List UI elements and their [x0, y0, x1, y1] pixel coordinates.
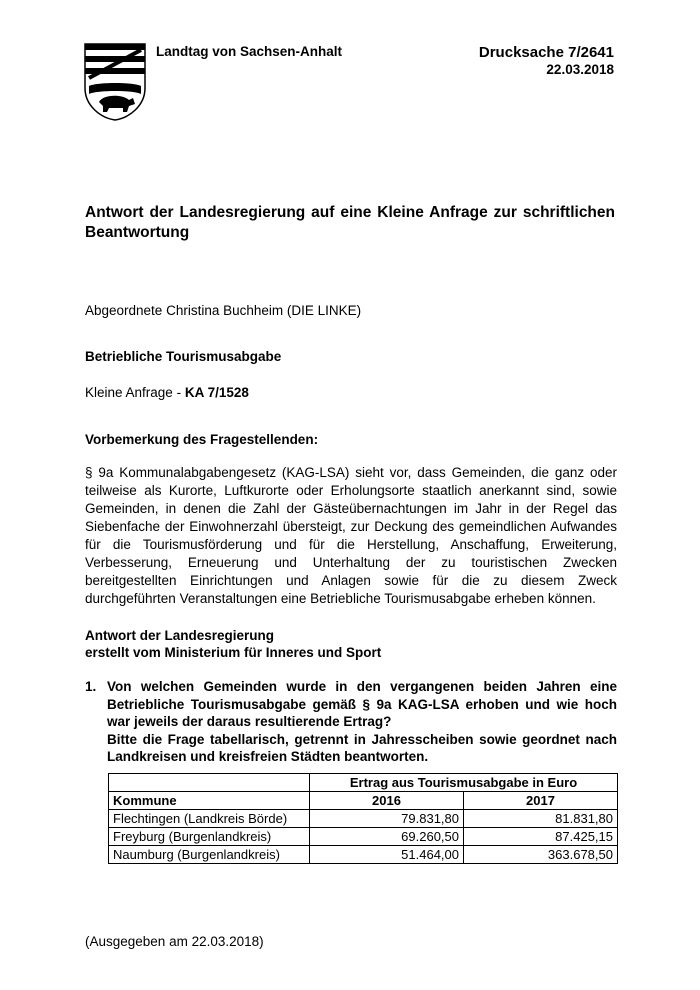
table-group-header-row: [109, 774, 618, 792]
inquiry-reference: [85, 384, 249, 402]
table-group-header: Ertrag aus Tourismusabgabe in Euro: [310, 774, 618, 792]
tourism-levy-table: [108, 773, 618, 864]
cell-kommune: Freyburg (Burgenlandkreis): [109, 828, 310, 846]
cell-2016: 51.464,00: [310, 846, 464, 864]
author-line: Abgeordnete Christina Buchheim (DIE LINKE): [85, 303, 362, 318]
table-row: [109, 810, 618, 828]
cell-2017: 81.831,80: [464, 810, 618, 828]
parliament-name: Landtag von Sachsen-Anhalt: [156, 44, 343, 59]
table-header-row: [109, 792, 618, 810]
column-header-2016: 2016: [310, 792, 464, 810]
cell-2017: 363.678,50: [464, 846, 618, 864]
table-row: [109, 828, 618, 846]
answer-heading-line-1: Antwort der Landesregierung: [85, 628, 275, 643]
document-title: [85, 203, 615, 243]
inquiry-number: KA 7/1528: [184, 385, 249, 400]
question-number: 1.: [85, 679, 97, 694]
answer-heading: [85, 627, 381, 661]
cell-2016: 69.260,50: [310, 828, 464, 846]
document-reference: [479, 44, 614, 78]
question-1: [85, 678, 617, 766]
document-title-text: Antwort der Landesregierung auf eine Kleine Anfrage zur schriftlichen Beantwortung: [85, 204, 615, 241]
publication-note: (Ausgegeben am 22.03.2018): [85, 934, 264, 949]
drucksache-number: Drucksache 7/2641: [478, 44, 614, 61]
state-coat-of-arms-icon: [83, 42, 147, 122]
cell-2017: 87.425,15: [464, 828, 618, 846]
question-text: Von welchen Gemeinden wurde in den vergangenen beiden Jahren eine Betriebliche Tourismusabgabe gemäß § 9a KAG-LSA erhoben und wie hoch war jeweils der daraus resultierende Ertrag?: [107, 679, 617, 729]
inquiry-prefix: Kleine Anfrage -: [85, 385, 185, 400]
column-header-2017: 2017: [464, 792, 618, 810]
table-row: [109, 846, 618, 864]
column-header-kommune: Kommune: [109, 792, 310, 810]
preamble-text: § 9a Kommunalabgabengesetz (KAG-LSA) sieht vor, dass Gemeinden, die ganz oder teilweise als Kurorte, Luftkurorte oder Erholungsorte staatlich anerkannt sind, sowie Gemeinden, in denen die Zahl der Gästeübernachtungen im Jahr in der Regel das Siebenfache der Einwohnerzahl übersteigt, zur Deckung des gemeindlichen Aufwandes für die Tourismusförderung und für die Herstellung, Anschaffung, Erweiterung, Verbesserung, Erneuerung und Unterhaltung der zu touristischen Zwecken bereitgestellten Einrichtungen und Anlagen sowie für die zu diesem Zweck durchgeführten Veranstaltungen eine Betriebliche Tourismusabgabe erheben können.: [85, 465, 617, 606]
cell-kommune: Flechtingen (Landkreis Börde): [109, 810, 310, 828]
document-date: 22.03.2018: [546, 62, 614, 77]
cell-2016: 79.831,80: [310, 810, 464, 828]
answer-heading-line-2: erstellt vom Ministerium für Inneres und Sport: [85, 645, 382, 660]
cell-kommune: Naumburg (Burgenlandkreis): [109, 846, 310, 864]
table-empty-cell: [109, 774, 310, 792]
question-instruction: Bitte die Frage tabellarisch, getrennt in Jahresscheiben sowie geordnet nach Landkreisen und kreisfreien Städten beantworten.: [107, 731, 617, 764]
subject-heading: Betriebliche Tourismusabgabe: [85, 349, 282, 364]
preamble-heading: Vorbemerkung des Fragestellenden:: [85, 432, 319, 447]
